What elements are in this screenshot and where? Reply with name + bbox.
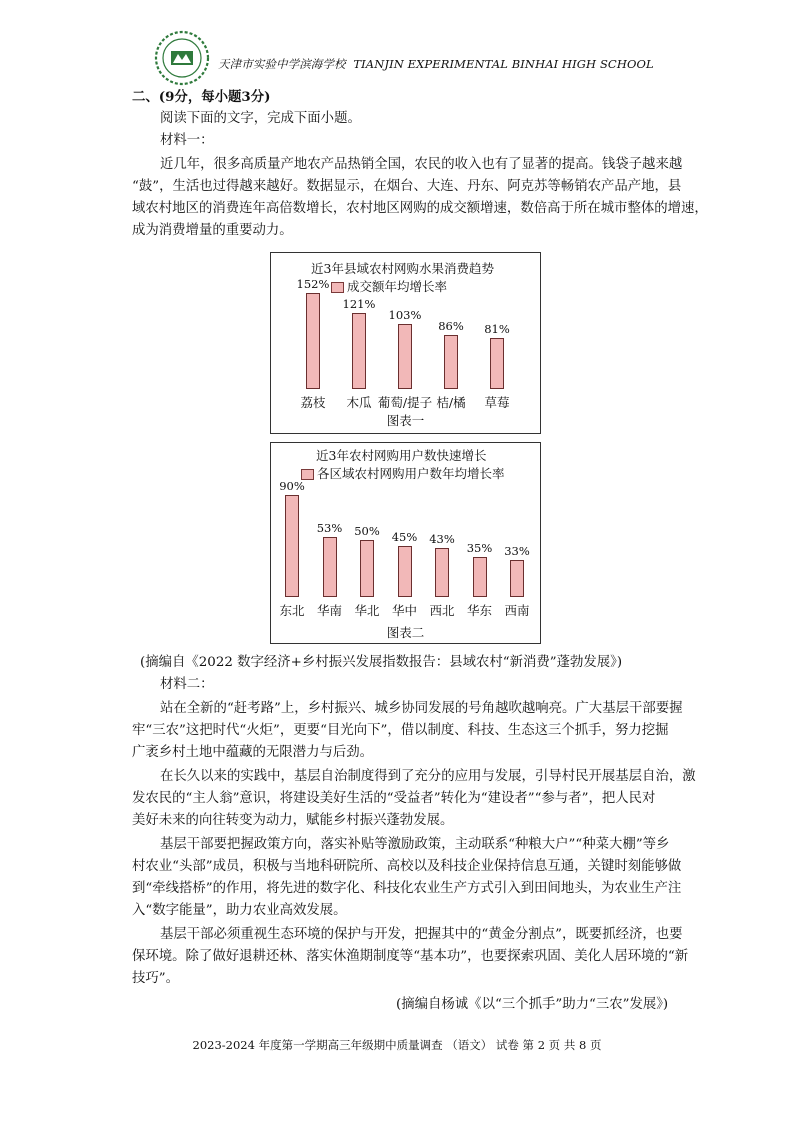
section-heading: 二、(9分，每小题3分) bbox=[132, 89, 271, 105]
category-label: 桔/橘 bbox=[436, 395, 466, 410]
bar-葡萄/提子 bbox=[398, 324, 412, 389]
material2-line: 到“牵线搭桥”的作用，将先进的数字化、科技化农业生产方式引入到田间地头，为农业生产注 bbox=[132, 881, 682, 896]
category-label: 东北 bbox=[279, 603, 305, 618]
chart-two-caption: 图表二 bbox=[386, 625, 425, 640]
page-footer: 2023-2024 年度第一学期高三年级期中质量调查 （语文） 试卷 第 2 页 共 8 页 bbox=[192, 1038, 602, 1052]
source-citation-two: (摘编自杨诚《以“三个抓手”助力“三农”发展》) bbox=[396, 997, 669, 1012]
material1-line: 成为消费增量的重要动力。 bbox=[132, 223, 293, 238]
category-label: 西南 bbox=[504, 603, 530, 618]
material2-line: 在长久以来的实践中，基层自治制度得到了充分的应用与发展，引导村民开展基层自治，激 bbox=[160, 769, 696, 784]
material2-line: 发农民的“主人翁”意识，将建设美好生活的“受益者”转化为“建设者”“参与者”，把人民对 bbox=[132, 791, 656, 806]
category-label: 华北 bbox=[354, 603, 380, 618]
bar-value-label: 86% bbox=[438, 319, 464, 333]
material2-line: 牢“三农”这把时代“火炬”，更要“目光向下”，借以制度、科技、生态这三个抓手，努力挖掘 bbox=[132, 723, 669, 738]
material2-line: 入“数字能量”，助力农业高效发展。 bbox=[132, 903, 347, 918]
material2-line: 保环境。除了做好退耕还林、落实休渔期制度等“基本功”，也要探索巩固、美化人居环境的“新 bbox=[132, 949, 689, 964]
bar-value-label: 43% bbox=[429, 532, 455, 546]
bar-木瓜 bbox=[352, 313, 366, 389]
bar-value-label: 90% bbox=[279, 479, 305, 493]
category-label: 荔枝 bbox=[300, 395, 326, 410]
category-label: 西北 bbox=[429, 603, 455, 618]
material2-line: 基层干部必须重视生态环境的保护与开发，把握其中的“黄金分割点”，既要抓经济，也要 bbox=[160, 927, 683, 942]
bar-华中 bbox=[398, 546, 412, 597]
bar-东北 bbox=[285, 495, 299, 597]
bar-草莓 bbox=[490, 338, 504, 389]
bar-value-label: 35% bbox=[466, 541, 493, 555]
bar-桔/橘 bbox=[444, 335, 458, 389]
material2-line: 村农业“头部”成员，积极与当地科研院所、高校以及科技企业保持信息互通，关键时刻能够做 bbox=[132, 859, 682, 874]
material2-line: 美好未来的向往转变为动力，赋能乡村振兴蓬勃发展。 bbox=[132, 813, 454, 828]
bar-西北 bbox=[435, 548, 449, 597]
bar-华南 bbox=[323, 537, 337, 597]
instruction-text: 阅读下面的文字，完成下面小题。 bbox=[160, 111, 361, 126]
bar-华北 bbox=[360, 540, 374, 597]
material2-label: 材料二： bbox=[160, 677, 214, 692]
bar-value-label: 33% bbox=[504, 544, 530, 558]
category-label: 华中 bbox=[391, 603, 417, 618]
school-header bbox=[218, 56, 658, 72]
bar-value-label: 103% bbox=[388, 308, 422, 322]
school-name-en: TIANJIN EXPERIMENTAL BINHAI HIGH SCHOOL bbox=[353, 57, 654, 71]
bar-荔枝 bbox=[306, 293, 320, 389]
bar-value-label: 152% bbox=[296, 277, 330, 291]
chart-one bbox=[270, 252, 541, 434]
bar-西南 bbox=[510, 560, 524, 597]
source-citation-one: (摘编自《2022 数字经济+乡村振兴发展指数报告：县域农村“新消费”蓬勃发展》) bbox=[140, 655, 623, 670]
bar-华东 bbox=[473, 557, 487, 597]
bar-value-label: 81% bbox=[484, 322, 510, 336]
category-label: 葡萄/提子 bbox=[377, 395, 433, 410]
chart-two-legend: 各区域农村网购用户数年均增长率 bbox=[317, 466, 505, 481]
category-label: 草莓 bbox=[484, 395, 510, 410]
material1-line: 近几年，很多高质量产地农产品热销全国，农民的收入也有了显著的提高。钱袋子越来越 bbox=[160, 157, 683, 172]
chart-one-caption: 图表一 bbox=[386, 413, 425, 428]
material1-line: 域农村地区的消费连年高倍数增长，农村地区网购的成交额增速，数倍高于所在城市整体的增速， bbox=[132, 201, 708, 216]
material1-line: “鼓”，生活也过得越来越好。数据显示，在烟台、大连、丹东、阿克苏等畅销农产品产地，县 bbox=[132, 179, 682, 194]
bar-value-label: 121% bbox=[342, 297, 376, 311]
chart-one-legend: 成交额年均增长率 bbox=[347, 279, 448, 294]
material2-line: 站在全新的“赶考路”上，乡村振兴、城乡协同发展的号角越吹越响亮。广大基层干部要握 bbox=[160, 701, 683, 716]
category-label: 木瓜 bbox=[346, 395, 372, 410]
material1-label: 材料一： bbox=[160, 133, 214, 148]
material2-line: 广袤乡村土地中蕴藏的无限潜力与后劲。 bbox=[132, 745, 374, 760]
material2-line: 基层干部要把握政策方向，落实补贴等激励政策，主动联系“种粮大户”“种菜大棚”等乡 bbox=[160, 837, 670, 852]
chart-two bbox=[270, 442, 541, 644]
school-logo bbox=[154, 30, 210, 86]
school-name-cn: 天津市实验中学滨海学校 bbox=[218, 57, 346, 71]
chart-one-title: 近3年县域农村网购水果消费趋势 bbox=[311, 261, 494, 276]
bar-value-label: 45% bbox=[391, 530, 418, 544]
chart-two-title: 近3年农村网购用户数快速增长 bbox=[316, 448, 487, 463]
material2-line: 技巧”。 bbox=[132, 971, 180, 986]
bar-value-label: 50% bbox=[354, 524, 380, 538]
category-label: 华东 bbox=[466, 603, 492, 618]
bar-value-label: 53% bbox=[316, 521, 343, 535]
category-label: 华南 bbox=[316, 603, 342, 618]
